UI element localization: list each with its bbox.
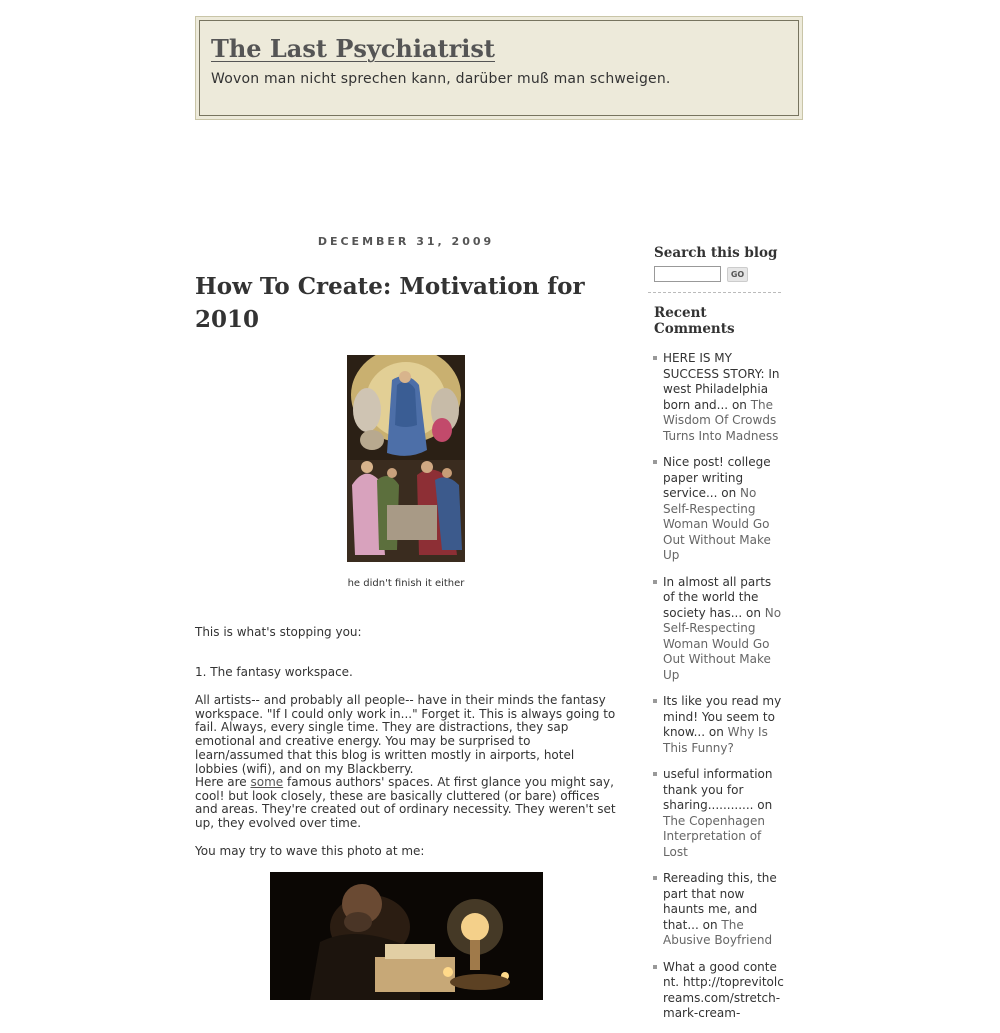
comment-post-link[interactable]: The Copenhagen Interpretation of Lost xyxy=(663,813,766,859)
search-go-button[interactable]: GO xyxy=(727,267,748,282)
comment-on: on xyxy=(705,725,728,739)
bullet-icon xyxy=(653,356,657,360)
writer-photo-artwork xyxy=(270,872,543,1000)
bullet-icon xyxy=(653,580,657,584)
search-heading: Search this blog xyxy=(654,245,778,261)
comment-post-link[interactable]: Why Is This Funny? xyxy=(663,725,768,755)
comment-excerpt: What a good content. http://toprevitolcreams.com/stretch-mark-cream- xyxy=(663,959,784,1020)
bullet-icon xyxy=(653,965,657,969)
bullet-icon xyxy=(653,772,657,776)
painting-artwork xyxy=(347,355,465,562)
comment-post-link[interactable]: No Self-Respecting Woman Would Go Out Without Make Up xyxy=(663,605,782,682)
comment-item xyxy=(648,960,784,1022)
comment-excerpt: Rereading this, the part that now haunts me, and that... xyxy=(663,871,777,932)
post-writer-photo[interactable] xyxy=(270,872,543,1000)
comment-post-link[interactable]: No Self-Respecting Woman Would Go Out Without Make Up xyxy=(663,486,771,562)
comment-item xyxy=(648,694,784,756)
post-painting-image[interactable] xyxy=(347,355,465,562)
comment-excerpt: useful information thank you for sharing............ xyxy=(663,767,773,812)
recent-comments-heading: Recent Comments xyxy=(654,305,735,337)
sidebar-divider xyxy=(648,292,781,293)
comment-item xyxy=(648,351,784,444)
post-intro: This is what's stopping you: xyxy=(195,625,362,639)
blog-header-inner-border xyxy=(199,20,799,116)
blog-header xyxy=(195,16,803,120)
comment-item xyxy=(648,871,784,949)
para2-text-before: Here are xyxy=(195,775,251,789)
bullet-icon xyxy=(653,699,657,703)
search-form xyxy=(654,266,788,284)
comment-on: on xyxy=(753,798,773,812)
post-point-1: 1. The fantasy workspace. xyxy=(195,665,353,679)
comment-on: on xyxy=(717,486,741,500)
post-paragraph-1: All artists-- and probably all people-- have in their minds the fantasy workspace. "If I could only work in..." Forget it. This is always going to fail. Always, every single time. They are distractions, they sap emotional and creative energy. You may be surprised to learn/assumed that this blog is written mostly in airports, hotel lobbies (wifi), and on my Blackberry. xyxy=(195,693,616,776)
comment-excerpt: HERE IS MY SUCCESS STORY: In west Philadelphia born and... xyxy=(663,351,780,412)
comment-on: on xyxy=(728,397,751,412)
post-paragraph-3: You may try to wave this photo at me: xyxy=(195,844,425,858)
sidebar xyxy=(648,245,788,1033)
search-input[interactable] xyxy=(654,266,721,282)
bullet-icon xyxy=(653,460,657,464)
authors-spaces-link[interactable]: some xyxy=(250,775,284,789)
para2-text-after: famous authors' spaces. At first glance you might say, cool! but look closely, these are basically cluttered (or bare) offices and areas. They're created out of ordinary necessity. They weren't set up, they evolved over time. xyxy=(195,775,616,831)
comment-post-link[interactable]: The Abusive Boyfriend xyxy=(663,917,773,947)
comment-item xyxy=(648,455,784,564)
comment-on: on xyxy=(698,917,722,932)
blog-title-link[interactable]: The Last Psychiatrist xyxy=(211,34,495,63)
post-title[interactable]: How To Create: Motivation for 2010 xyxy=(195,273,585,333)
comment-excerpt: Nice post! college paper writing service... xyxy=(663,455,771,500)
comment-excerpt: In almost all parts of the world the society has... xyxy=(663,574,772,620)
comment-item xyxy=(648,767,784,860)
post-date: DECEMBER 31, 2009 xyxy=(317,235,495,248)
comment-post-link[interactable]: The Wisdom Of Crowds Turns Into Madness xyxy=(663,397,779,443)
recent-comments-list xyxy=(648,351,788,1022)
comment-excerpt: Its like you read my mind! You seem to know... xyxy=(663,694,782,739)
post-paragraph-2 xyxy=(195,776,620,831)
comment-item xyxy=(648,575,784,684)
comment-on: on xyxy=(742,605,765,620)
bullet-icon xyxy=(653,876,657,880)
image-caption: he didn't finish it either xyxy=(347,578,465,589)
blog-description: Wovon man nicht sprechen kann, darüber muß man schweigen. xyxy=(211,71,671,87)
